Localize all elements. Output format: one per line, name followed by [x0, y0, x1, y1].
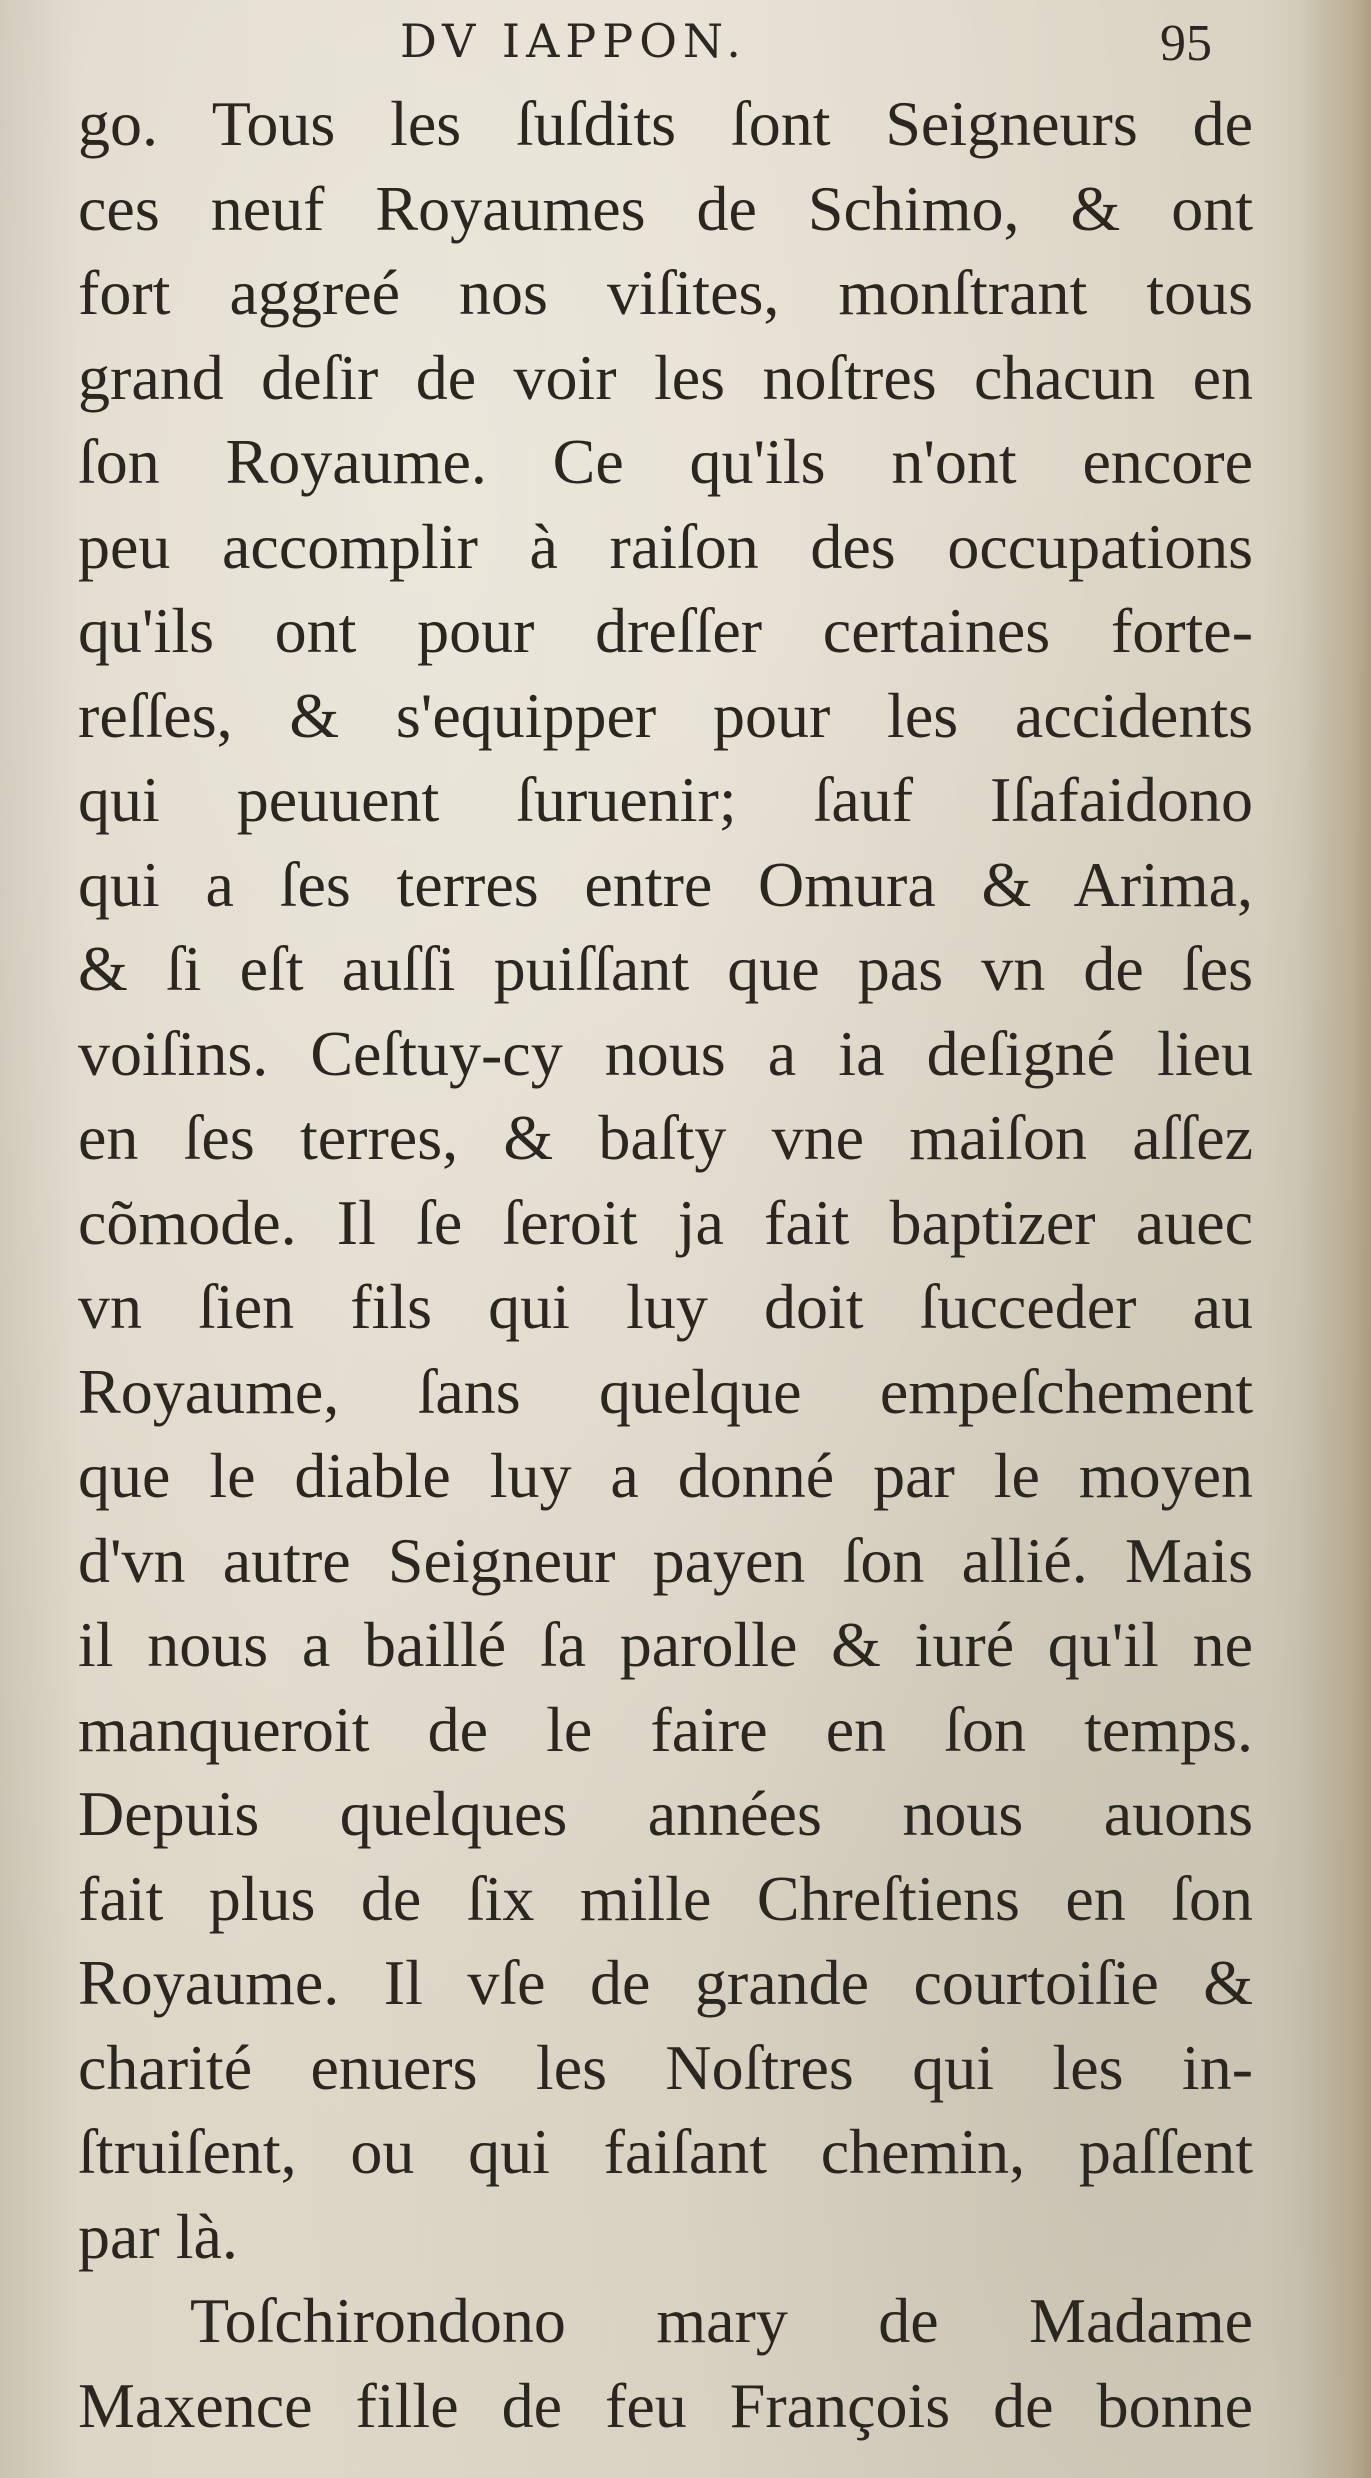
text-line: ſtruiſent, ou qui faiſant chemin, paſſent — [78, 2116, 1253, 2187]
text-line: d'vn autre Seigneur payen ſon allié. Mais — [78, 1524, 1253, 1596]
text-line: voiſins. Ceſtuy-cy nous a ia deſigné lieu — [78, 1017, 1253, 1089]
body-text — [78, 82, 1253, 2448]
text-line: en ſes terres, & baſty vne maiſon aſſez — [78, 1102, 1253, 1173]
text-line: manqueroit de le faire en ſon temps. — [78, 1693, 1253, 1765]
paragraph-1 — [78, 82, 1253, 2279]
running-head: DV IAPPON. — [400, 14, 747, 68]
text-line: qu'ils ont pour dreſſer certaines forte- — [78, 595, 1253, 666]
paragraph-2 — [78, 2279, 1253, 2448]
text-line: ces neuf Royaumes de Schimo, & ont — [78, 172, 1253, 244]
text-line: grand deſir de voir les noſtres chacun en — [78, 341, 1253, 413]
text-line: go. Tous les ſuſdits ſont Seigneurs de — [78, 88, 1253, 159]
text-line: Maxence fille de feu François de bonne — [78, 2369, 1253, 2441]
text-line: fort aggreé nos viſites, monſtrant tous — [78, 257, 1253, 328]
text-line: peu accomplir à raiſon des occupations — [78, 510, 1253, 582]
text-line: fait plus de ſix mille Chreſtiens en ſon — [78, 1862, 1253, 1934]
text-line: qui a ſes terres entre Omura & Arima, — [78, 848, 1253, 920]
page-number: 95 — [1160, 15, 1212, 72]
text-line: qui peuuent ſuruenir; ſauf Iſafaidono — [78, 764, 1253, 835]
text-line: Toſchirondono mary de Madame — [190, 2285, 1253, 2356]
text-line: & ſi eſt auſſi puiſſant que pas vn de ſes — [78, 933, 1253, 1004]
page-header — [0, 14, 1371, 74]
text-line: que le diable luy a donné par le moyen — [78, 1440, 1253, 1511]
text-line: charité enuers les Noſtres qui les in- — [78, 2031, 1253, 2103]
text-line: il nous a baillé ſa parolle & iuré qu'il ne — [78, 1609, 1253, 1680]
text-line: reſſes, & s'equipper pour les accidents — [78, 679, 1253, 751]
text-line: par là. — [78, 2200, 238, 2272]
text-line: Depuis quelques années nous auons — [78, 1778, 1253, 1849]
text-line: ſon Royaume. Ce qu'ils n'ont encore — [78, 426, 1253, 497]
text-line: Royaume, ſans quelque empeſchement — [78, 1355, 1253, 1427]
text-line: cõmode. Il ſe ſeroit ja fait baptizer auec — [78, 1186, 1253, 1258]
text-line: vn ſien fils qui luy doit ſucceder au — [78, 1271, 1253, 1342]
text-line: Royaume. Il vſe de grande courtoiſie & — [78, 1947, 1253, 2018]
